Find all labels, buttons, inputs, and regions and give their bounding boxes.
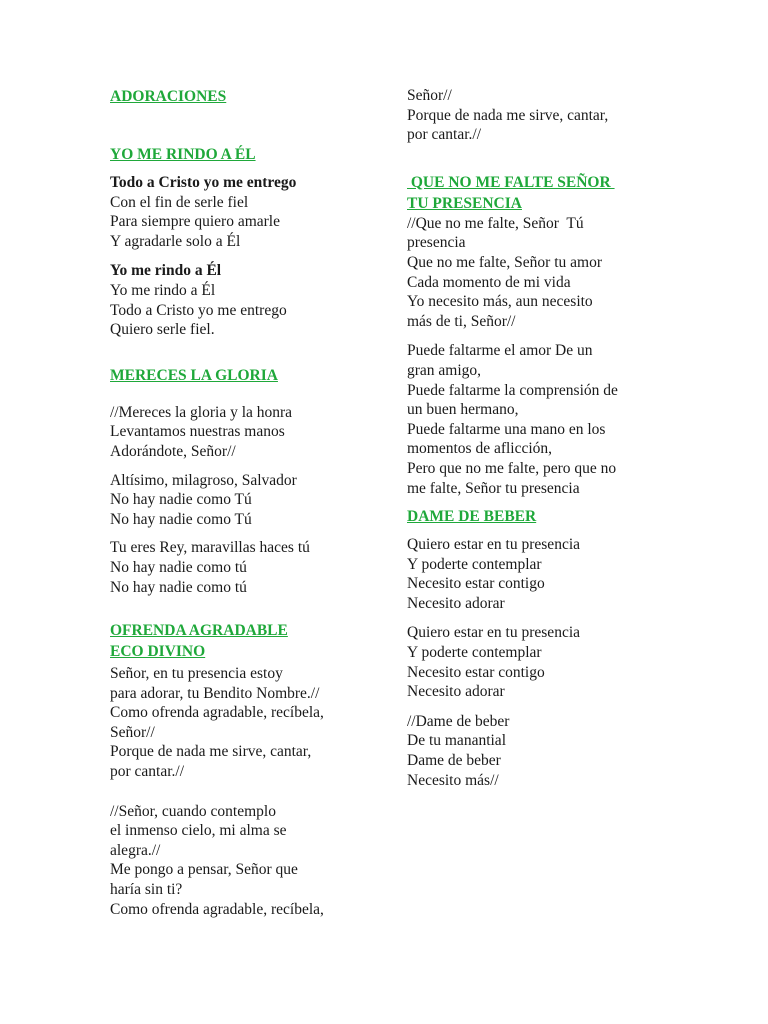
section-title: ADORACIONES bbox=[110, 88, 227, 105]
lyric-line: Para siempre quiero amarle bbox=[110, 213, 280, 231]
lyric-line: por cantar.// bbox=[110, 763, 185, 781]
lyric-line: Necesito adorar bbox=[407, 683, 505, 701]
lyric-line: //Dame de beber bbox=[407, 712, 510, 730]
lyric-line: Porque de nada me sirve, cantar, bbox=[110, 743, 312, 761]
lyric-line: Altísimo, milagroso, Salvador bbox=[110, 471, 297, 489]
lyric-line: Yo me rindo a Él bbox=[110, 281, 216, 299]
lyric-line: //Mereces la gloria y la honra bbox=[110, 403, 293, 421]
lyric-line: un buen hermano, bbox=[407, 401, 519, 419]
lyric-line: Como ofrenda agradable, recíbela, bbox=[110, 704, 324, 722]
lyric-line: por cantar.// bbox=[407, 126, 482, 144]
lyric-line: Levantamos nuestras manos bbox=[110, 423, 285, 441]
lyric-line: Dame de beber bbox=[407, 752, 501, 770]
lyric-line: Tu eres Rey, maravillas haces tú bbox=[110, 539, 310, 557]
lyric-line: Que no me falte, Señor tu amor bbox=[407, 253, 602, 271]
stanza bbox=[110, 802, 372, 920]
lyric-line: Puede faltarme el amor De un bbox=[407, 342, 593, 360]
lyric-line: Cada momento de mi vida bbox=[407, 273, 571, 291]
lyric-line: Quiero serle fiel. bbox=[110, 321, 215, 339]
lyric-line: Yo me rindo a Él bbox=[110, 262, 222, 280]
song-title-ofrenda-agradable: OFRENDA AGRADABLE bbox=[110, 622, 288, 640]
lyric-line: Como ofrenda agradable, recíbela, bbox=[110, 900, 324, 918]
lyric-line: más de ti, Señor// bbox=[407, 312, 516, 330]
song-title-dame-de-beber: DAME DE BEBER bbox=[407, 508, 537, 526]
lyric-line: Necesito estar contigo bbox=[407, 663, 545, 681]
lyric-line: Y poderte contemplar bbox=[407, 555, 542, 573]
lyric-line: Y agradarle solo a Él bbox=[110, 232, 241, 250]
lyric-line: para adorar, tu Bendito Nombre.// bbox=[110, 684, 320, 702]
lyric-line: Todo a Cristo yo me entrego bbox=[110, 301, 287, 319]
song-title-mereces-la-gloria: MERECES LA GLORIA bbox=[110, 366, 278, 384]
lyric-line: Todo a Cristo yo me entrego bbox=[110, 174, 297, 191]
stanza bbox=[110, 664, 372, 782]
stanza bbox=[407, 214, 669, 332]
lyric-line: Yo necesito más, aun necesito bbox=[407, 293, 593, 311]
lyric-line: //Señor, cuando contemplo bbox=[110, 802, 276, 820]
song-title-que-no-me-falte: QUE NO ME FALTE SEÑOR bbox=[407, 173, 615, 191]
stanza bbox=[407, 623, 669, 701]
lyric-line: Y poderte contemplar bbox=[407, 644, 542, 662]
lyric-line: No hay nadie como tú bbox=[110, 578, 247, 596]
song-title-yo-me-rindo: YO ME RINDO A ÉL bbox=[110, 146, 256, 163]
lyric-line: No hay nadie como tú bbox=[110, 558, 247, 576]
right-column bbox=[407, 86, 669, 790]
lyric-line: No hay nadie como Tú bbox=[110, 491, 252, 509]
lyric-line: //Que no me falte, Señor Tú bbox=[407, 214, 584, 232]
stanza bbox=[110, 173, 372, 251]
lyric-line: Porque de nada me sirve, cantar, bbox=[407, 106, 609, 124]
stanza bbox=[110, 403, 372, 462]
lyric-line: me falte, Señor tu presencia bbox=[407, 479, 580, 497]
lyric-line: el inmenso cielo, mi alma se bbox=[110, 822, 287, 840]
stanza bbox=[407, 86, 669, 145]
lyric-line: Necesito estar contigo bbox=[407, 575, 545, 593]
lyric-line: Pero que no me falte, pero que no bbox=[407, 459, 617, 477]
stanza bbox=[407, 535, 669, 613]
lyric-line: presencia bbox=[407, 234, 466, 252]
lyric-line: Necesito adorar bbox=[407, 594, 505, 612]
stanza bbox=[407, 712, 669, 790]
song-subtitle-eco-divino: ECO DIVINO bbox=[110, 643, 206, 661]
left-column bbox=[110, 86, 372, 919]
lyric-line: Me pongo a pensar, Señor que bbox=[110, 861, 298, 879]
lyric-line: Necesito más// bbox=[407, 771, 499, 789]
lyric-line: No hay nadie como Tú bbox=[110, 510, 252, 528]
lyric-line: haría sin ti? bbox=[110, 881, 183, 899]
stanza bbox=[110, 471, 372, 530]
song-title-tu-presencia: TU PRESENCIA bbox=[407, 194, 522, 212]
lyric-line: Con el fin de serle fiel bbox=[110, 193, 249, 211]
lyric-line: De tu manantial bbox=[407, 732, 506, 750]
lyric-line: gran amigo, bbox=[407, 361, 482, 379]
stanza bbox=[110, 261, 372, 339]
lyric-line: Señor// bbox=[110, 723, 155, 741]
lyric-line: alegra.// bbox=[110, 841, 161, 859]
stanza bbox=[110, 538, 372, 597]
lyric-line: Señor// bbox=[407, 87, 452, 104]
lyric-line: Puede faltarme una mano en los bbox=[407, 420, 606, 438]
lyric-line: Adorándote, Señor// bbox=[110, 442, 236, 460]
lyric-line: Quiero estar en tu presencia bbox=[407, 624, 581, 642]
lyric-line: momentos de aflicción, bbox=[407, 440, 553, 458]
lyric-line: Quiero estar en tu presencia bbox=[407, 536, 581, 554]
stanza bbox=[407, 341, 669, 498]
lyric-line: Señor, en tu presencia estoy bbox=[110, 665, 283, 683]
lyric-line: Puede faltarme la comprensión de bbox=[407, 381, 618, 399]
